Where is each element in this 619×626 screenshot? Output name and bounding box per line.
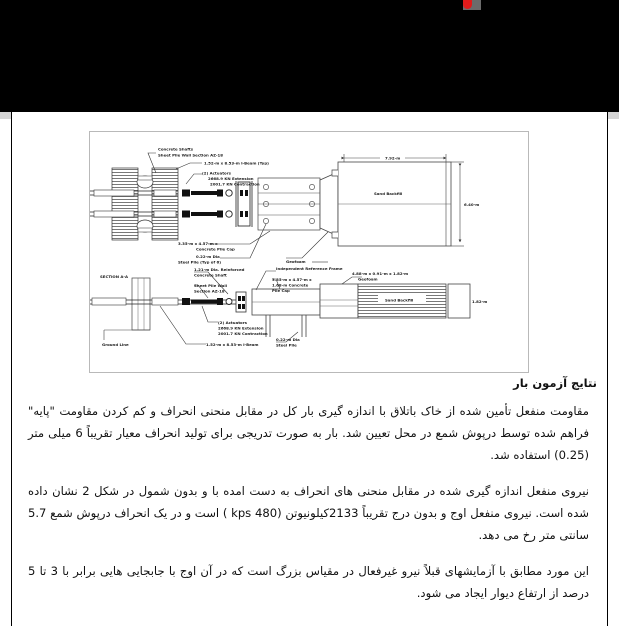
figure-label-extension: 2668.9 KN Extension — [208, 176, 254, 181]
figure-label-contraction: 2001.7 KN Contraction — [210, 181, 260, 187]
page-corner-tab-right — [608, 112, 619, 119]
chrome-marker-red-icon — [463, 0, 472, 9]
figure-label-sheet-pile-wall-az18: Sheet Pile Wall Section AZ-18 — [158, 152, 223, 158]
top-chrome-band — [0, 0, 619, 112]
paragraph-2: نیروی منفعل اندازه گیری شده در مقابل منحنی های انحراف به دست امده با و بدون شمول در شکل 2 نشان داده شده است. نیروی منفعل اوج و بدون درج تقریباً 2133کیلونیوتن (480 kps ) است و در یک انحراف درپوش شمع 5.7 سانتی متر رخ می دهد. — [28, 484, 590, 542]
figure-label-steel-pile-typ: Steel Pile (Typ of 6) — [178, 259, 221, 265]
page-margin-rule-left — [11, 112, 12, 626]
figure-label-geofoam-b1: 4.88-m x 0.91-m x 1.82-m — [352, 271, 409, 276]
figure-label-pile-cap-b2: 1.68-m Concrete — [272, 282, 309, 288]
figure-label-steel-pile-b2: Steel Pile — [276, 342, 297, 348]
figure-label-ground-line: Ground Line — [102, 342, 129, 347]
figure-label-contraction-b: 2001.7 KN Contraction — [218, 331, 268, 336]
figure-svg — [90, 132, 528, 372]
figure-dim-182: 1.82-m — [472, 299, 488, 304]
figure-label-extension-b: 2668.9 KN Extension — [218, 325, 264, 331]
figure-label-sheet-pile-wall2: Section AZ-18 — [194, 288, 225, 294]
figure-dim-792: 7.92-m — [385, 155, 401, 161]
paragraph-1: مقاومت منفعل تأمین شده از خاک باتلاق با اندازه گیری بار کل در مقابل منحنی انحراف و کم کردن مقاومت "پایه" فراهم شده توسط درپوش شمع در محل تعیین شد. بار به صورت تدریجی برای تولید انحراف معیار تقریباً 6 میلی متر (0.25) استفاده شد. — [28, 404, 590, 462]
section-heading: نتایج آزمون بار — [513, 376, 597, 390]
paragraph-3: این مورد مطابق با آزمایشهای قبلاً نیرو غیرفعال در مقیاس بزرگ است که در آن اوج با جابجایی هایی برابر با 3 تا 5 درصد از ارتفاع دیوار ایجاد می شود. — [28, 564, 589, 600]
figure-label-steel-pile-b1: 0.22-m Dia — [276, 337, 300, 342]
figure-label-i-beam-typ: 1.52-m x 8.53-m I-Beam (Typ) — [204, 160, 269, 166]
article-text-column — [22, 375, 597, 604]
figure-label-sand-backfill: Sand Backfill — [374, 191, 403, 196]
figure-label-sheet-pile-wall: Sheet Pile Wall — [194, 283, 228, 288]
figure-label-concrete-shafts: Concrete Shafts — [158, 146, 194, 152]
figure-label-pile-cap-b3: Pile Cap — [272, 288, 290, 293]
figure-label-sand-backfill-section: Sand Backfill — [385, 297, 414, 303]
document-page — [0, 112, 619, 626]
figure-label-actuators-b: (2) Actuators — [218, 320, 247, 325]
figure-dim-640: 6.40-m — [464, 202, 480, 207]
figure-label-geofoam-top: Geofoam — [286, 259, 306, 264]
figure-label-section-aa: SECTION A-A — [100, 274, 128, 279]
page-corner-tab-left — [0, 112, 11, 119]
figure-pile-cap-test-setup — [89, 131, 529, 373]
figure-label-actuators: (2) Actuators — [202, 170, 231, 176]
figure-label-geofoam-b2: Geofoam — [358, 276, 378, 282]
figure-label-i-beam-b: 1.52-m x 8.53-m I-Beam — [206, 342, 259, 347]
figure-label-shaft-dia2: Concrete Shaft — [194, 272, 227, 278]
figure-label-steel-pile-dia: 0.22-m Dia — [196, 254, 220, 259]
figure-label-pile-cap: Concrete Pile Cap — [196, 246, 235, 252]
figure-label-reference-frame: Independent Reference Frame — [276, 266, 343, 271]
figure-label-pile-cap-dim: 3.35-m x 4.57-m x — [178, 241, 218, 246]
figure-label-shaft-dia: 1.21-m Dia. Reinforced — [194, 267, 245, 272]
figure-label-pile-cap-b1: 3.35-m x 4.57-m x — [272, 277, 312, 282]
page-margin-rule-right — [607, 112, 608, 626]
